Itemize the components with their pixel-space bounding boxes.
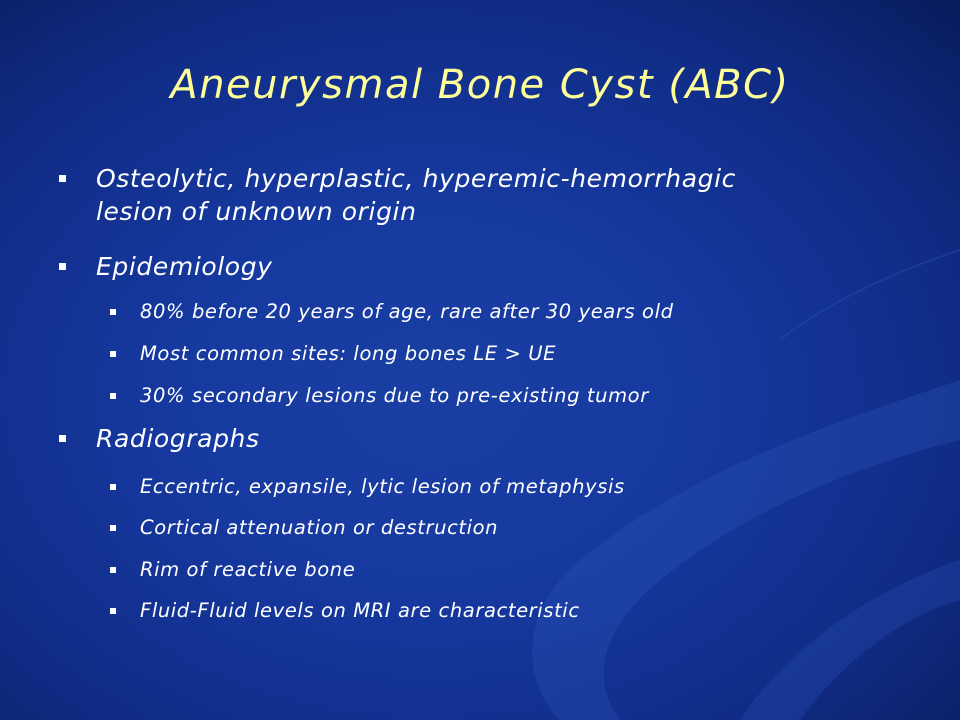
sub-bullet-age	[140, 299, 674, 325]
sub-bullet-square-icon	[110, 608, 116, 614]
bullet-text: Epidemiology	[96, 252, 273, 281]
bullet-text-line: lesion of unknown origin	[96, 197, 417, 226]
sub-bullet-text: Rim of reactive bone	[140, 558, 356, 581]
slide-title: Aneurysmal Bone Cyst (ABC)	[170, 62, 790, 108]
sub-bullet-text: Fluid-Fluid levels on MRI are characteristic	[140, 599, 580, 622]
sub-bullet-text: 30% secondary lesions due to pre-existing tumor	[140, 384, 649, 407]
sub-bullet-text: Cortical attenuation or destruction	[140, 516, 499, 539]
bullet-epidemiology	[96, 250, 273, 283]
sub-bullet-square-icon	[110, 393, 116, 399]
sub-bullet-square-icon	[110, 484, 116, 490]
sub-bullet-square-icon	[110, 567, 116, 573]
bullet-text-line: Osteolytic, hyperplastic, hyperemic-hemorrhagic	[96, 164, 736, 193]
bullet-lesion-definition	[96, 162, 736, 228]
sub-bullet-rim	[140, 557, 355, 583]
sub-bullet-square-icon	[110, 309, 116, 315]
sub-bullet-sites	[140, 341, 556, 367]
sub-bullet-cortical	[140, 515, 498, 541]
sub-bullet-fluid-levels	[140, 598, 580, 624]
bullet-square-icon	[59, 263, 66, 270]
sub-bullet-eccentric	[140, 474, 625, 500]
bullet-square-icon	[59, 435, 66, 442]
sub-bullet-text: Eccentric, expansile, lytic lesion of metaphysis	[140, 475, 625, 498]
sub-bullet-text: Most common sites: long bones LE > UE	[140, 342, 557, 365]
bullet-text: Radiographs	[96, 424, 260, 453]
sub-bullet-secondary	[140, 383, 649, 409]
bullet-square-icon	[59, 175, 66, 182]
bullet-radiographs	[96, 422, 260, 455]
sub-bullet-square-icon	[110, 351, 116, 357]
sub-bullet-square-icon	[110, 525, 116, 531]
sub-bullet-text: 80% before 20 years of age, rare after 30 years old	[140, 300, 674, 323]
